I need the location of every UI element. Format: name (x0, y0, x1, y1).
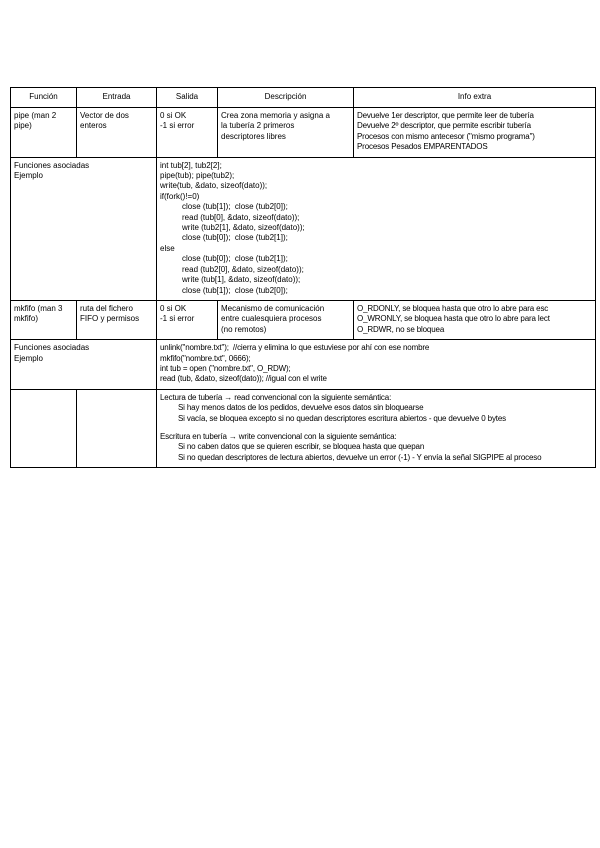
mkfifo-salida-cell (157, 300, 218, 339)
code-line: write (tub2[1], &dato, sizeof(dato)); (182, 223, 305, 233)
pipe-salida-cell (157, 108, 218, 158)
mkfifo-salida-line: 0 si OK (160, 303, 187, 313)
mkfifo-funcion-cell (11, 300, 77, 339)
mkfifo-info-cell (354, 300, 596, 339)
semantics-row (11, 389, 596, 467)
pipe-descripcion-line: Crea zona memoria y asigna a (221, 111, 330, 120)
ejemplo-label: Ejemplo (14, 171, 43, 181)
mkfifo-salida-line: -1 si error (160, 314, 195, 324)
escritura-title: Escritura en tubería → write convencional con la siguiente semántica: (160, 431, 397, 441)
code-line: else (160, 243, 175, 253)
mkfifo-example-row (11, 340, 596, 390)
function-table (10, 87, 596, 468)
ejemplo-label: Ejemplo (14, 353, 43, 363)
code-line: read (tub2[0], &dato, sizeof(dato)); (182, 264, 304, 274)
pipe-entrada-line: enteros (80, 121, 107, 131)
mkfifo-row (11, 300, 596, 339)
header-entrada: Entrada (77, 88, 157, 108)
mkfifo-descripcion-cell (218, 300, 354, 339)
mkfifo-info-line: O_RDWR, no se bloquea (357, 324, 445, 334)
pipe-salida-line: 0 si OK (160, 111, 187, 120)
mkfifo-descripcion-line: Mecanismo de comunicación (221, 303, 325, 313)
pipe-salida-line: -1 si error (160, 121, 195, 131)
spacer (160, 424, 592, 432)
pipe-example-code-cell (157, 157, 596, 300)
code-line: unlink("nombre.txt"); //cierra y elimina lo que estuviese por ahí con ese nombre (160, 343, 430, 353)
pipe-entrada-cell (77, 108, 157, 158)
semantics-empty-cell-1 (11, 389, 77, 467)
mkfifo-info-line: O_WRONLY, se bloquea hasta que otro lo abre para lect (357, 314, 550, 324)
semantics-cell (157, 389, 596, 467)
mkfifo-example-label-cell (11, 340, 157, 390)
code-line: mkfifo("nombre.txt", 0666); (160, 353, 251, 363)
code-line: if(fork()!=0) (160, 191, 200, 201)
mkfifo-descripcion-line: (no remotos) (221, 324, 267, 334)
pipe-info-cell (354, 108, 596, 158)
pipe-info-line: Procesos con mismo antecesor ("mismo programa") (357, 131, 535, 141)
header-descripcion: Descripción (218, 88, 354, 108)
code-line: write(tub, &dato, sizeof(dato)); (160, 181, 268, 191)
code-line: close (tub[0]); close (tub2[1]); (182, 233, 288, 243)
mkfifo-descripcion-line: entre cualesquiera procesos (221, 314, 322, 324)
pipe-info-line: Devuelve 2º descriptor, que permite escribir tubería (357, 121, 531, 131)
lectura-title: Lectura de tubería → read convencional con la siguiente semántica: (160, 392, 392, 402)
mkfifo-info-line: O_RDONLY, se bloquea hasta que otro lo abre para esc (357, 303, 549, 313)
header-salida: Salida (157, 88, 218, 108)
header-funcion: Función (11, 88, 77, 108)
funciones-asociadas-label: Funciones asociadas (14, 160, 90, 170)
code-line: write (tub[1], &dato, sizeof(dato)); (182, 275, 301, 285)
header-info-extra: Info extra (354, 88, 596, 108)
pipe-funcion-line: pipe) (14, 121, 32, 131)
code-line: read (tub, &dato, sizeof(dato)); //igual con el write (160, 374, 327, 384)
code-line: read (tub[0], &dato, sizeof(dato)); (182, 212, 300, 222)
mkfifo-example-code-cell (157, 340, 596, 390)
mkfifo-entrada-line: FIFO y permisos (80, 314, 140, 324)
code-line: close (tub[1]); close (tub2[0]); (182, 285, 288, 295)
lectura-item: Si vacía, se bloquea excepto si no quedan descriptores escritura abiertos - que devuelve 0 bytes (178, 413, 507, 423)
code-line: pipe(tub); pipe(tub2); (160, 171, 235, 181)
lectura-item: Si hay menos datos de los pedidos, devuelve esos datos sin bloquearse (178, 403, 424, 413)
code-line: int tub[2], tub2[2]; (160, 160, 222, 170)
pipe-descripcion-cell (218, 108, 354, 158)
pipe-descripcion-line: descriptores libres (221, 131, 286, 141)
funciones-asociadas-label: Funciones asociadas (14, 343, 90, 353)
pipe-info-line: Procesos Pesados EMPARENTADOS (357, 142, 488, 152)
mkfifo-entrada-line: ruta del fichero (80, 303, 133, 313)
pipe-funcion-line: pipe (man 2 (14, 111, 57, 120)
pipe-info-line: Devuelve 1er descriptor, que permite leer de tubería (357, 111, 534, 120)
pipe-entrada-line: Vector de dos (80, 111, 129, 120)
code-line: close (tub[1]); close (tub2[0]); (182, 202, 288, 212)
escritura-item: Si no caben datos que se quieren escribir, se bloquea hasta que quepan (178, 442, 425, 452)
header-row (11, 88, 596, 108)
mkfifo-funcion-line: mkfifo (man 3 (14, 303, 63, 313)
mkfifo-entrada-cell (77, 300, 157, 339)
semantics-empty-cell-2 (77, 389, 157, 467)
code-line: close (tub[0]); close (tub2[1]); (182, 254, 288, 264)
code-line: int tub = open ("nombre.txt", O_RDW); (160, 363, 291, 373)
pipe-row (11, 108, 596, 158)
pipe-example-label-cell (11, 157, 157, 300)
pipe-funcion-cell (11, 108, 77, 158)
pipe-descripcion-line: la tubería 2 primeros (221, 121, 295, 131)
escritura-item: Si no quedan descriptores de lectura abiertos, devuelve un error (-1) - Y envía la señal SIGPIPE al proceso (178, 452, 542, 462)
mkfifo-funcion-line: mkfifo) (14, 314, 38, 324)
pipe-example-row (11, 157, 596, 300)
